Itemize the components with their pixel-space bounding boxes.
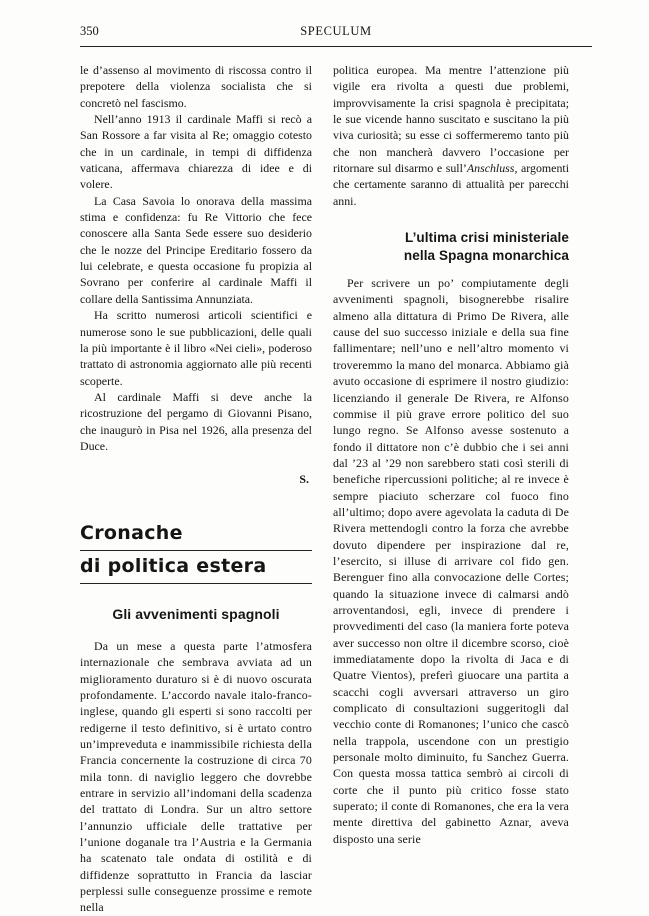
right-column [333, 62, 569, 847]
subsection-title-line1: L’ultima crisi ministeriale [404, 230, 569, 246]
paragraph: le d’assenso al movimento di riscossa contro il prepotere della violenza socialista che si concretò nel fascismo. [80, 63, 312, 110]
paragraph: Al cardinale Maffi si deve anche la ricostruzione del pergamo di Giovanni Pisano, che inaugurò in Pisa nel 1926, alla presenza del Duce. [80, 389, 312, 453]
running-header [80, 22, 592, 47]
paragraph: La Casa Savoia lo onorava della massima stima e confidenza: fu Re Vittorio che fece conoscere alla Santa Sede essere suo desiderio che le nozze del Principe Ereditario fossero da lui celebrate, e questa occasione fu propizia al Sovrano per conferire al cardinale Maffi il collare della Santissima Annunziata. [80, 193, 312, 306]
paragraph: Nell’anno 1913 il cardinale Maffi si recò a San Rossore a far visita al Re; omaggio cotesto che in un cardinale, in tempi di diffidenza vaticana, affermava chiarezza di idee e di volere. [80, 112, 312, 192]
subsection-title: Gli avvenimenti spagnoli [112, 605, 280, 622]
section-title-line2: di politica estera [80, 551, 312, 584]
paragraph-continuation: politica europea. Ma mentre l’attenzione più vigile era rivolta a questi due problemi, improvvisamente la crisi spagnola è precipitata; le sue vicende hanno suscitato e suscitano la più viva curiosità; su esse ci soffermeremo tanto più che non mancherà davvero l’occasione per ritornare sul disarmo e sull’Anschluss, argomenti che certamente saranno di attualità per parecchi anni. [333, 63, 569, 208]
italic-term: Anschluss, [466, 161, 518, 176]
author-signature: S. [299, 472, 309, 487]
section-title-line1: Cronache [80, 518, 312, 551]
subsection-title [333, 229, 569, 265]
subsection-title-line2: nella Spagna monarchica [403, 248, 569, 264]
left-column [80, 62, 312, 916]
page-number: 350 [80, 24, 99, 38]
paragraph: Per scrivere un po’ compiutamente degli avvenimenti spagnoli, bisognerebbe risalire almeno alla dittatura di Primo De Rivera, alle cause del suo successo iniziale e della sua fine fallimentare; nell’uno e nell’altro momento vi troveremmo la mano del monarca. Abbiamo già avuto occasione di esprimere il nostro giudizio: licenziando il generale De Rivera, re Alfonso commise il più grave errore politico del suo lungo regno. Se Alfonso avesse sostenuto a fondo il dittatore non c’è dubbio che i sei anni dal ’23 al ’29 non sarebbero stati così sterili di benefiche ripercussioni politiche; al re invece è sempre piaciuto scherzare col fuoco fino all’ultimo; dopo avere agevolata la caduta di De Rivera mettendogli contro la forza che avrebbe dovuto dipendere per inspirazione dal re, l’esercito, si illuse di arrivare col fido gen. Berenguer fino alla convocazione delle Cortes; quando la situazione invece di calmarsi andò arroventandosi, egli, invece di prendere i provvedimenti del caso (la maniera forte poteva aver successo non oltre il dicembre scorso, cioè immediatamente dopo la rivolta di Jaca e di Quatre Vientos), preferì giuocare una partita a scacchi cogli avversari attraverso un giro complicato di consultazioni suggeritogli dal vecchio conte di Romanones; l’unico che cascò nella trappola, uscendone con un prestigio personale molto diminuito, fu Sanchez Guerra. Con questa mossa tattica sembrò ai circoli di corte che il punto più critico fosse stato superato; il conte di Romanones, che era la vera mente direttiva del gabinetto Aznar, aveva disposto una serie [333, 276, 570, 846]
paragraph: Ha scritto numerosi articoli scientifici e numerose sono le sue pubblicazioni, delle quali la più importante è il libro «Nei cieli», poderoso trattato di astronomia aggiornato alle più recenti scoperte. [80, 308, 312, 388]
journal-title: SPECULUM [300, 24, 372, 38]
paragraph: Da un mese a questa parte l’atmosfera internazionale che sembrava avviata ad un miglioramento duraturo si è di nuovo oscurata profondamente. L’accordo navale italo-franco-inglese, quando gli esperti si sono raccolti per redigerne il testo definitivo, si è urtato contro un’impreveduta e inammissibile richiesta della Francia concernente la costruzione di circa 70 mila tonn. di naviglio leggero che dovrebbe entrare in servizio all’indomani della scadenza del trattato di Londra. Sur un altro settore l’annunzio ufficiale delle trattative per l’unione doganale tra l’Austria e la Germania ha scatenato tale ondata di ostilità e di diffidenze soprattutto in Francia da lasciar perplessi sulle conseguenze prossime e remote nella [80, 638, 312, 915]
